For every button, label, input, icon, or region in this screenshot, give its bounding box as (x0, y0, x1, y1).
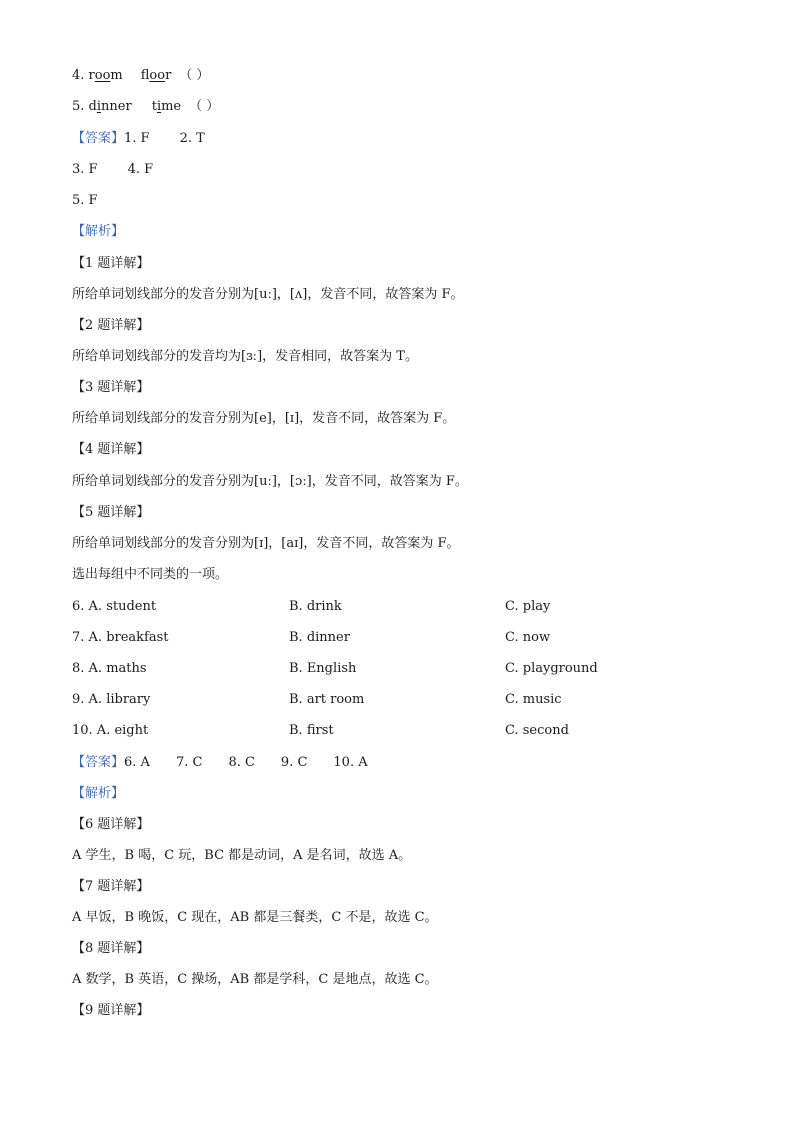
detail-heading-5: 【5 题详解】 (72, 505, 150, 520)
answer-blank: （ ） (189, 99, 220, 114)
question-number: 5. (72, 99, 89, 114)
detail-heading-2: 【2 题详解】 (72, 318, 150, 333)
detail-heading-6: 【6 题详解】 (72, 817, 150, 832)
detail-heading-8: 【8 题详解】 (72, 941, 150, 956)
instruction: 选出每组中不同类的一项。 (72, 567, 229, 582)
detail-text-6: A 学生，B 喝，C 玩，BC 都是动词，A 是名词，故选 A。 (72, 848, 412, 863)
underlined-letters: oo (149, 68, 166, 83)
detail-heading-1: 【1 题详解】 (72, 256, 150, 271)
detail-text-3: 所给单词划线部分的发音分别为[e]，[ɪ]，发音不同，故答案为 F。 (72, 411, 456, 426)
detail-text-8: A 数学，B 英语，C 操场，AB 都是学科，C 是地点，故选 C。 (72, 972, 438, 987)
underlined-letters: i (156, 99, 162, 114)
underlined-letters: oo (94, 68, 111, 83)
analysis-heading: 【解析】 (72, 224, 125, 239)
question-5: 5. dinner time （ ） (72, 99, 220, 114)
underlined-letters: i (96, 99, 102, 114)
detail-heading-9: 【9 题详解】 (72, 1003, 150, 1018)
answer-line-2: 3. F 4. F (72, 162, 154, 177)
answer-tag: 【答案】 (72, 755, 125, 770)
answer-line-4: 【答案】6. A 7. C 8. C 9. C 10. A (72, 755, 368, 770)
detail-heading-4: 【4 题详解】 (72, 442, 150, 457)
analysis-heading: 【解析】 (72, 786, 125, 801)
answer-tag: 【答案】 (72, 131, 125, 146)
detail-heading-3: 【3 题详解】 (72, 380, 150, 395)
answer-line-3: 5. F (72, 193, 98, 208)
detail-text-7: A 早饭，B 晚饭，C 现在，AB 都是三餐类，C 不是，故选 C。 (72, 910, 438, 925)
detail-text-5: 所给单词划线部分的发音分别为[ɪ]，[aɪ]，发音不同，故答案为 F。 (72, 536, 460, 551)
answer-blank: （ ） (179, 68, 210, 83)
detail-heading-7: 【7 题详解】 (72, 879, 150, 894)
question-number: 4. (72, 68, 89, 83)
question-4: 4. room floor （ ） (72, 68, 210, 83)
answer-line-1: 【答案】1. F 2. T (72, 131, 205, 146)
detail-text-1: 所给单词划线部分的发音分别为[uː]，[ʌ]，发音不同，故答案为 F。 (72, 287, 464, 302)
detail-text-4: 所给单词划线部分的发音分别为[uː]，[ɔː]，发音不同，故答案为 F。 (72, 474, 468, 489)
detail-text-2: 所给单词划线部分的发音均为[ɜː]，发音相同，故答案为 T。 (72, 349, 418, 364)
